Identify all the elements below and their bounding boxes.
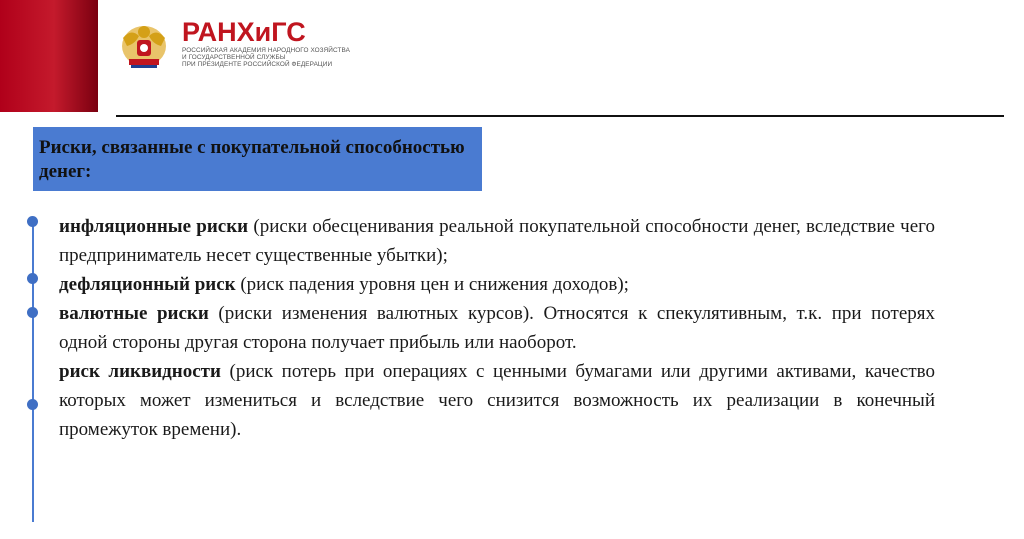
slide-title: Риски, связанные с покупательной способностью денег: (39, 137, 465, 182)
risk-term: инфляционные риски (59, 216, 249, 237)
logo-subtitle-line: РОССИЙСКАЯ АКАДЕМИЯ НАРОДНОГО ХОЗЯЙСТВА (182, 47, 350, 54)
risk-list (59, 212, 935, 444)
logo-subtitle-line: ПРИ ПРЕЗИДЕНТЕ РОССИЙСКОЙ ФЕДЕРАЦИИ (182, 61, 333, 68)
logo-subtitle-line: И ГОСУДАРСТВЕННОЙ СЛУЖБЫ (182, 54, 286, 61)
bullet-dot-icon (27, 216, 38, 227)
risk-description: (риски изменения валютных курсов). Относятся к спекулятивным, т.к. при потерях одной стороны другая сторона получает прибыль или наоборот. (59, 303, 935, 353)
header-divider (116, 115, 1004, 117)
list-item (59, 357, 935, 444)
logo-wordmark (182, 17, 350, 68)
bullet-timeline (31, 200, 35, 522)
risk-description: (риски обесценивания реальной покупательной способности денег, вследствие чего предприниматель несет существенные убытки); (59, 216, 935, 266)
risk-term: валютные риски (59, 303, 209, 324)
risk-term: дефляционный риск (59, 274, 236, 295)
list-item (59, 212, 935, 270)
red-accent-bar (0, 0, 98, 112)
logo-title: РАНХиГС (182, 17, 306, 47)
risk-description: (риск потерь при операциях с ценными бумагами или другими активами, качество которых может измениться и вследствие чего снизится возможность их реализации в конечный промежуток времени). (59, 361, 935, 440)
list-item (59, 299, 935, 357)
title-box (33, 127, 482, 191)
bullet-dot-icon (27, 307, 38, 318)
double-headed-eagle-emblem-icon (117, 18, 171, 72)
timeline-line (32, 222, 34, 522)
risk-term: риск ликвидности (59, 361, 221, 382)
risk-description: (риск падения уровня цен и снижения доходов); (235, 274, 629, 295)
bullet-dot-icon (27, 273, 38, 284)
list-item (59, 270, 935, 299)
bullet-dot-icon (27, 399, 38, 410)
